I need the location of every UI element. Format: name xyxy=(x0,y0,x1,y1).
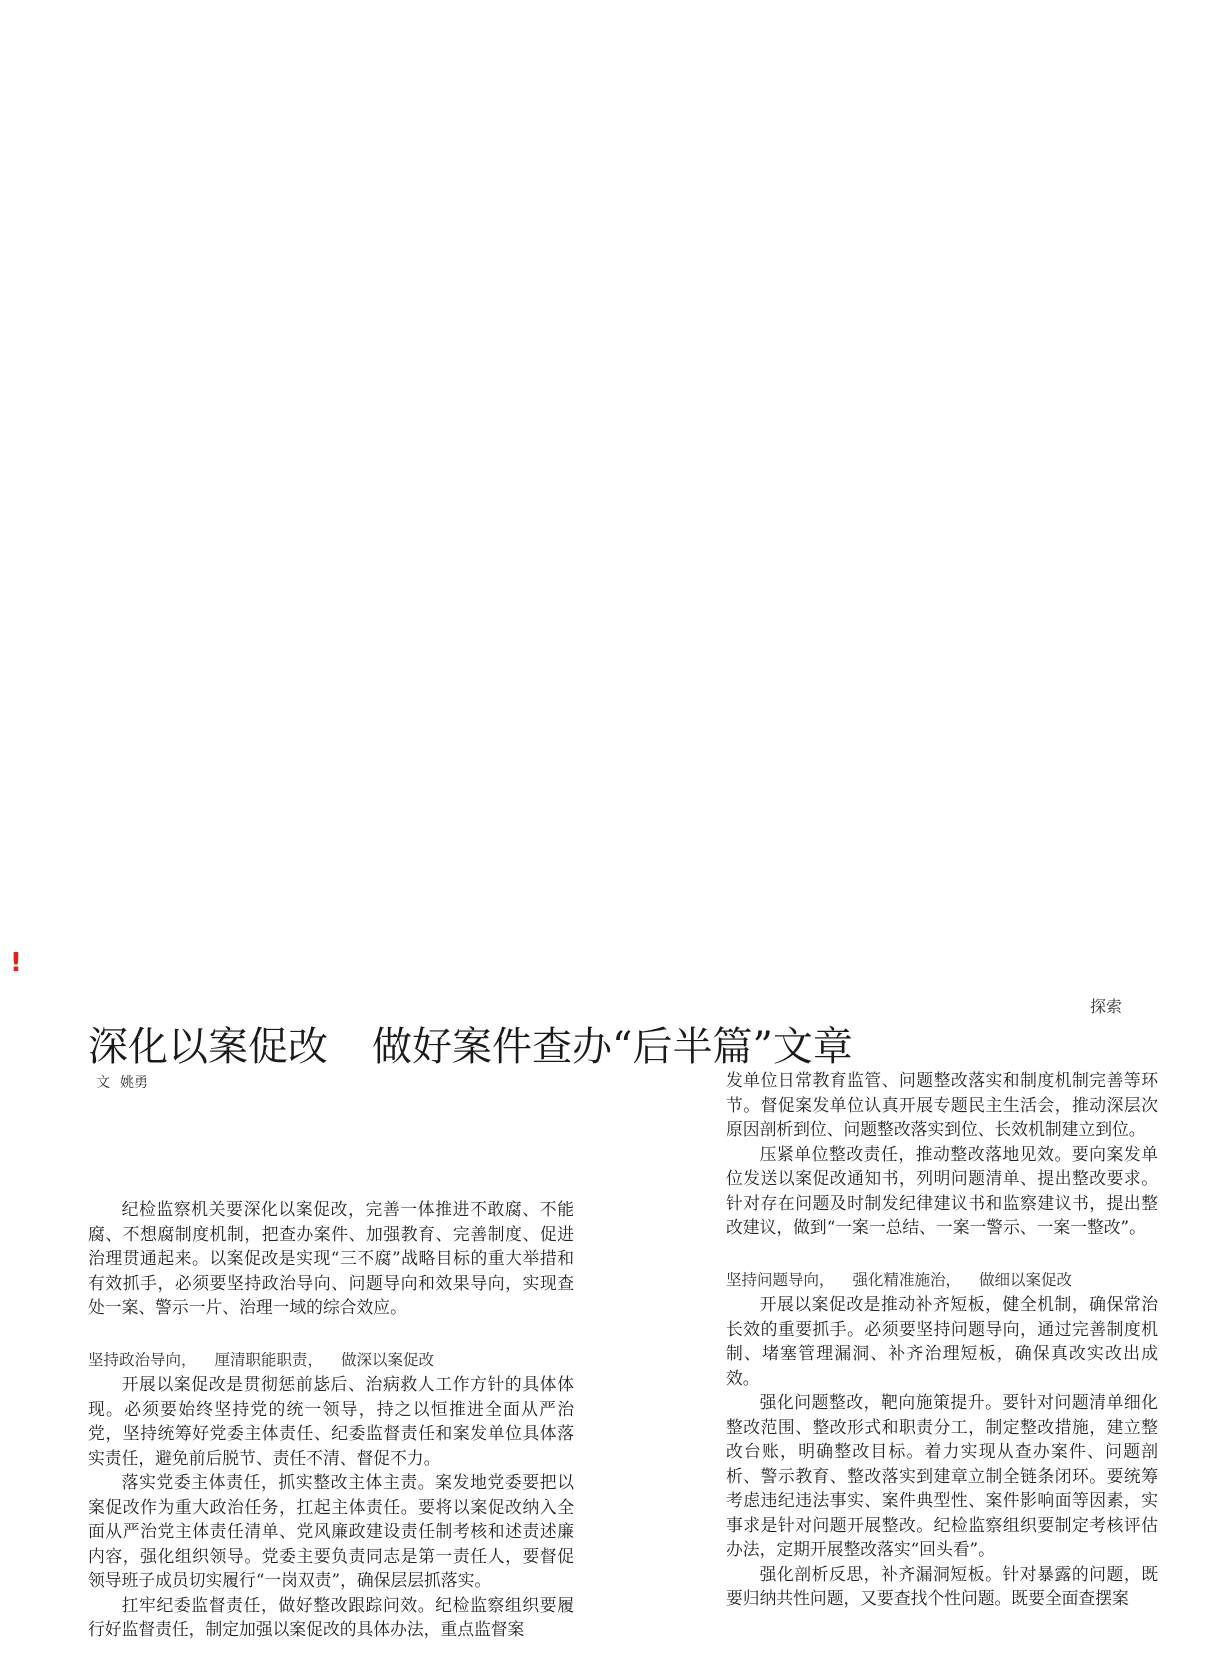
article-title xyxy=(88,1015,853,1072)
heading-part: 做细以案促改 xyxy=(979,1270,1073,1289)
body-paragraph: 扛牢纪委监督责任，做好整改跟踪问效。纪检监察组织要履行好监督责任，制定加强以案促改的具体办法，重点监督案 xyxy=(88,1594,574,1639)
section-tag: 探索 xyxy=(1090,997,1123,1016)
intro-paragraph: 纪检监察机关要深化以案促改，完善一体推进不敢腐、不能腐、不想腐制度机制，把查办案件、加强教育、完善制度、促进治理贯通起来。以案促改是实现“三不腐”战略目标的重大举措和有效抓手，必须要坚持政治导向、问题导向和效果导向，实现查处一案、警示一片、治理一域的综合效应。 xyxy=(88,1199,574,1317)
heading-part: 做深以案促改 xyxy=(341,1350,435,1369)
left-column xyxy=(88,1197,574,1642)
heading-part: 坚持问题导向， xyxy=(726,1270,835,1289)
body-paragraph: 开展以案促改是贯彻惩前毖后、治病救人工作方针的具体体现。必须要始终坚持党的统一领导，持之以恒推进全面从严治党，坚持统筹好党委主体责任、纪委监督责任和案发单位具体落实责任，避免前后脱节、责任不清、督促不力。 xyxy=(88,1374,574,1468)
section-heading-problem xyxy=(726,1268,1158,1293)
body-paragraph: 压紧单位整改责任，推动整改落地见效。要向案发单位发送以案促改通知书，列明问题清单、提出整改要求。针对存在问题及时制发纪律建议书和监察建议书，提出整改建议，做到“一案一总结、一案一警示、一案一整改”。 xyxy=(726,1143,1158,1237)
heading-part: 强化精准施治， xyxy=(852,1270,962,1289)
body-paragraph-continued: 发单位日常教育监管、问题整改落实和制度机制完善等环节。督促案发单位认真开展专题民主生活会，推动深层次原因剖析到位、问题整改落实到位、长效机制建立到位。 xyxy=(726,1070,1158,1139)
heading-part: 厘清职能职责， xyxy=(214,1350,324,1369)
title-part-2: 做好案件查办“后半篇”文章 xyxy=(372,1024,853,1070)
author-line xyxy=(96,1072,148,1092)
author-name: 姚勇 xyxy=(120,1075,148,1091)
body-paragraph: 落实党委主体责任，抓实整改主体主责。案发地党委要把以案促改作为重大政治任务，扛起主体责任。要将以案促改纳入全面从严治党主体责任清单、党风廉政建设责任制考核和述责述廉内容，强化组织领导。党委主要负责同志是第一责任人，要督促领导班子成员切实履行“一岗双责”，确保层层抓落实。 xyxy=(88,1472,574,1590)
body-paragraph: 开展以案促改是推动补齐短板，健全机制，确保常治长效的重要抓手。必须要坚持问题导向，通过完善制度机制、堵塞管理漏洞、补齐治理短板，确保真改实改出成效。 xyxy=(726,1294,1158,1388)
body-paragraph: 强化问题整改，靶向施策提升。要针对问题清单细化整改范围、整改形式和职责分工，制定整改措施，建立整改台账，明确整改目标。着力实现从查办案件、问题剖析、警示教育、整改落实到建章立制全链条闭环。要统筹考虑违纪违法事实、案件典型性、案件影响面等因素，实事求是针对问题开展整改。纪检监察组织要制定考核评估办法，定期开展整改落实“回头看”。 xyxy=(726,1392,1158,1559)
red-exclamation-mark: ! xyxy=(10,948,22,978)
title-part-1: 深化以案促改 xyxy=(88,1024,328,1070)
right-column xyxy=(726,1068,1158,1611)
body-paragraph: 强化剖析反思，补齐漏洞短板。针对暴露的问题，既要归纳共性问题，又要查找个性问题。既要全面查摆案 xyxy=(726,1563,1158,1608)
section-heading-political xyxy=(88,1348,574,1373)
heading-part: 坚持政治导向， xyxy=(88,1350,197,1369)
author-prefix: 文 xyxy=(96,1075,110,1091)
